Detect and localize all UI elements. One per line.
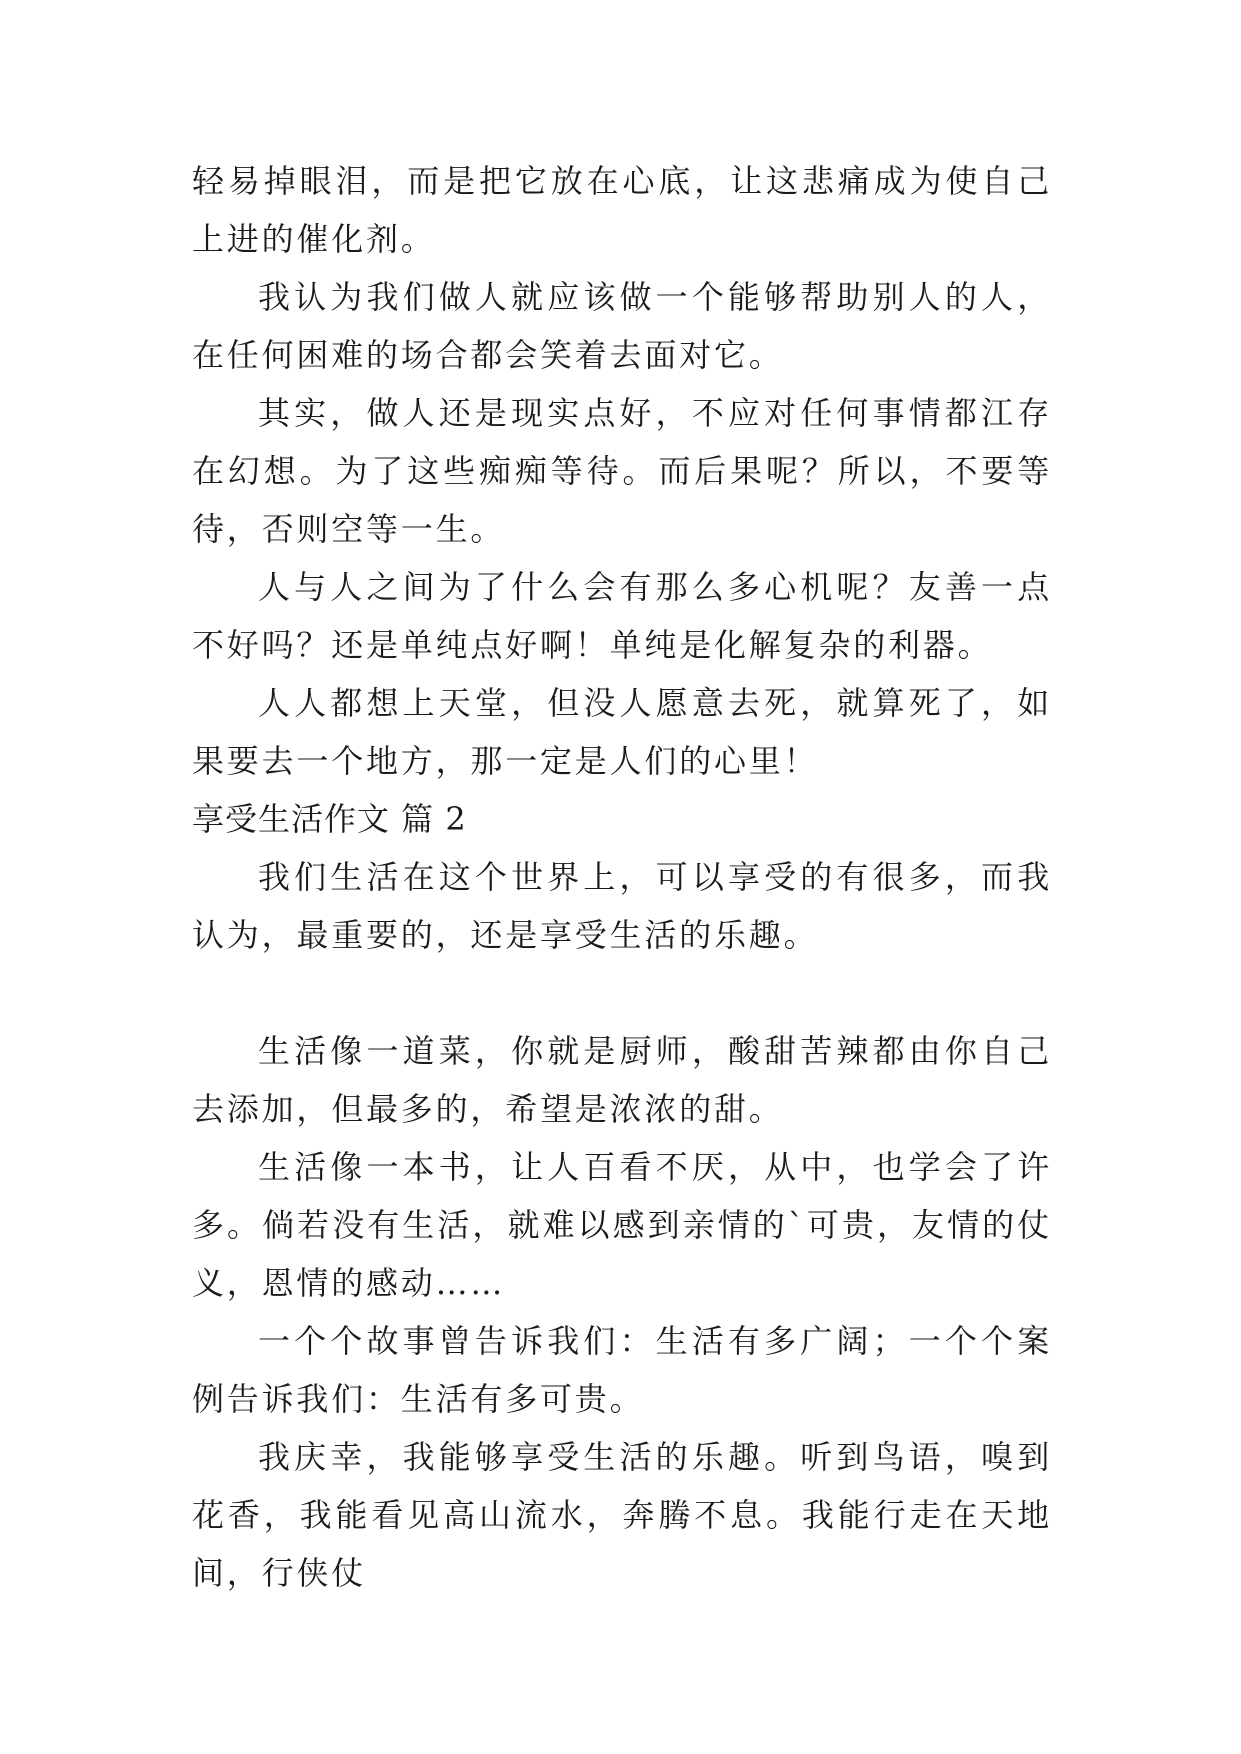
blank-line — [192, 964, 1052, 1022]
paragraph: 我认为我们做人就应该做一个能够帮助别人的人，在任何困难的场合都会笑着去面对它。 — [192, 278, 1052, 374]
paragraph: 人人都想上天堂，但没人愿意去死，就算死了，如果要去一个地方，那一定是人们的心里！ — [192, 684, 1052, 780]
paragraph: 我们生活在这个世界上，可以享受的有很多，而我认为，最重要的，还是享受生活的乐趣。 — [192, 858, 1052, 954]
document-body — [192, 152, 1052, 1602]
paragraph: 人与人之间为了什么会有那么多心机呢？友善一点不好吗？还是单纯点好啊！单纯是化解复杂的利器。 — [192, 568, 1052, 664]
paragraph-continuation: 轻易掉眼泪，而是把它放在心底，让这悲痛成为使自己上进的催化剂。 — [192, 162, 1052, 258]
paragraph: 其实，做人还是现实点好，不应对任何事情都江存在幻想。为了这些痴痴等待。而后果呢？所以，不要等待，否则空等一生。 — [192, 394, 1052, 548]
paragraph: 我庆幸，我能够享受生活的乐趣。听到鸟语，嗅到花香，我能看见高山流水，奔腾不息。我能行走在天地间，行侠仗 — [192, 1438, 1052, 1592]
paragraph: 生活像一道菜，你就是厨师，酸甜苦辣都由你自己去添加，但最多的，希望是浓浓的甜。 — [192, 1032, 1052, 1128]
paragraph: 一个个故事曾告诉我们：生活有多广阔；一个个案例告诉我们：生活有多可贵。 — [192, 1322, 1052, 1418]
section-heading: 享受生活作文 篇 2 — [192, 800, 467, 838]
paragraph: 生活像一本书，让人百看不厌，从中，也学会了许多。倘若没有生活，就难以感到亲情的`可贵，友情的仗义，恩情的感动…… — [192, 1148, 1052, 1302]
